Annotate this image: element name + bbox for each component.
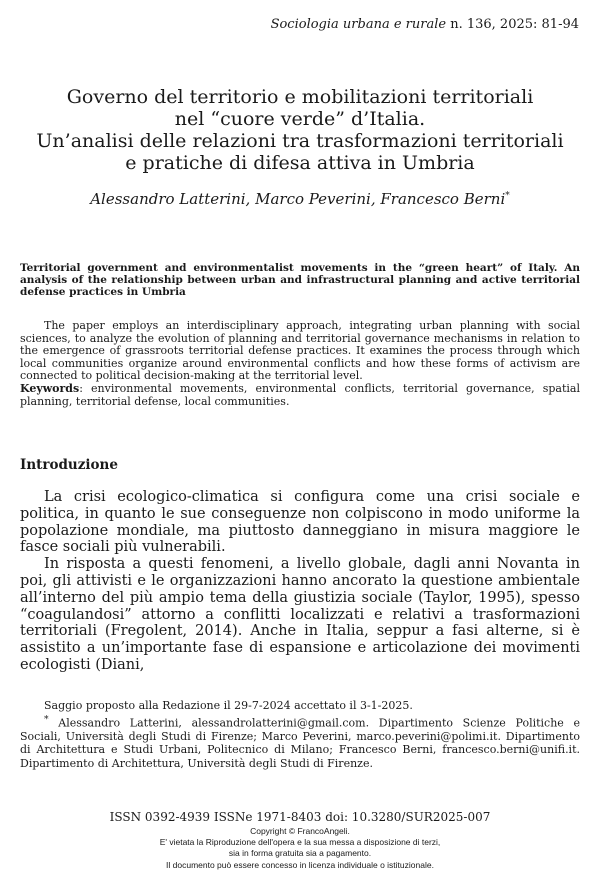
- affiliation-note: [20, 713, 580, 771]
- abstract-text: The paper employs an interdisciplinary approach, integrating urban planning with social sciences, to analyze the evolution of planning and territorial governance mechanisms in relation to the emergence of grassroots territorial defense practices. It examines the process through which local communities organize around environmental conflicts and how these forms of activism are connected to political decision-making at the territorial level.: [20, 319, 580, 383]
- abstract-block: [20, 320, 580, 408]
- keywords-text: : environmental movements, environmental conflicts, territorial governance, spatial planning, territorial defense, local communities.: [20, 381, 580, 408]
- submission-note: Saggio proposto alla Redazione il 29-7-2024 accettato il 3-1-2025.: [44, 699, 413, 712]
- footnotes: [20, 699, 580, 771]
- journal-name: Sociologia urbana e rurale: [270, 17, 447, 32]
- affiliation-text: Alessandro Latterini, alessandrolatterini@gmail.com. Dipartimento Scienze Politiche e Sociali, Università degli Studi di Firenze; Marco Peverini, marco.peverini@polimi.it. Dipartimento di Architettura e Studi Urbani, Politecnico di Milano; Francesco Berni, francesco.berni@unifi.it. Dipartimento di Architettura, Università degli Studi di Firenze.: [20, 716, 580, 771]
- issue-info: n. 136, 2025: 81-94: [446, 17, 579, 32]
- author-footnote-mark: *: [505, 191, 510, 201]
- article-title: [20, 86, 580, 174]
- title-line: e pratiche di difesa attiva in Umbria: [125, 152, 475, 174]
- affiliation-mark: *: [44, 713, 49, 725]
- paragraph: In risposta a questi fenomeni, a livello globale, dagli anni Novanta in poi, gli attivisti e le organizzazioni hanno ancorato la questione ambientale all’interno del più ampio tema della giustizia sociale (Taylor, 1995), spesso “coagulandosi” attorno a conflitti localizzati e relativi a trasformazioni territoriali (Fregolent, 2014). Anche in Italia, seppur a fasi alterne, si è assistito a un’importante fase di espansione e articolazione dei movimenti ecologisti (Diani,: [20, 556, 580, 673]
- issn-line: ISSN 0392-4939 ISSNe 1971-8403 doi: 10.3280/SUR2025-007: [109, 810, 491, 824]
- keywords-label: Keywords: [20, 381, 80, 395]
- paragraph: La crisi ecologico-climatica si configura come una crisi sociale e politica, in quanto le sue conseguenze non colpiscono in modo uniforme la popolazione mondiale, ma piuttosto danneggiano in misura maggiore le fasce sociali più vulnerabili.: [20, 489, 580, 556]
- section-heading: Introduzione: [20, 457, 118, 473]
- english-title: Territorial government and environmentalist movements in the “green heart” of Italy. An analysis of the relationship between urban and infrastructural planning and active territorial defense practices in Umbria: [20, 262, 580, 298]
- copyright-line: E' vietata la Riproduzione dell'opera e la sua messa a disposizione di terzi,: [159, 837, 441, 848]
- copyright-line: Il documento può essere concesso in licenza individuale o istituzionale.: [166, 859, 434, 870]
- copyright-notice: [20, 826, 580, 871]
- title-line: Governo del territorio e mobilitazioni territoriali: [66, 86, 534, 108]
- title-line: Un’analisi delle relazioni tra trasformazioni territoriali: [36, 130, 564, 152]
- authors-text: Alessandro Latterini, Marco Peverini, Francesco Berni: [90, 190, 506, 208]
- title-line: nel “cuore verde” d’Italia.: [174, 108, 426, 130]
- running-header: [271, 17, 579, 32]
- copyright-line: Copyright © FrancoAngeli.: [250, 826, 350, 836]
- copyright-line: sia in forma gratuita sia a pagamento.: [228, 848, 372, 859]
- author-list: [20, 190, 580, 208]
- body-text: [20, 489, 580, 674]
- keywords-line: [20, 383, 580, 408]
